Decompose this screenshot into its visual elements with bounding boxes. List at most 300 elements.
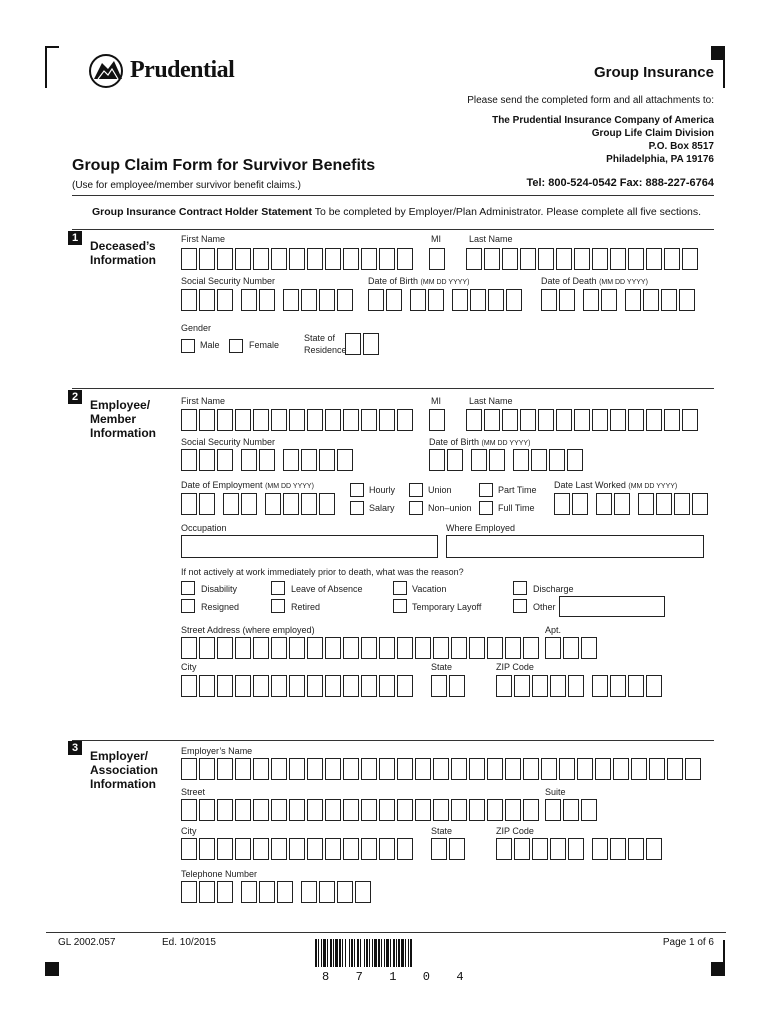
s2-last-worked-field[interactable]: [554, 493, 710, 515]
char-box[interactable]: [484, 248, 500, 270]
s2-occupation-field[interactable]: [181, 535, 438, 558]
char-box[interactable]: [259, 449, 275, 471]
char-box[interactable]: [628, 838, 644, 860]
char-box[interactable]: [505, 637, 521, 659]
s1-state-field[interactable]: [345, 333, 381, 355]
char-box[interactable]: [532, 675, 548, 697]
char-box[interactable]: [223, 493, 239, 515]
char-box[interactable]: [397, 248, 413, 270]
s3-suite-field[interactable]: [545, 799, 599, 821]
s1-last-name-field[interactable]: [466, 248, 700, 270]
char-box[interactable]: [343, 675, 359, 697]
char-box[interactable]: [433, 637, 449, 659]
char-box[interactable]: [325, 409, 341, 431]
char-box[interactable]: [181, 637, 197, 659]
char-box[interactable]: [397, 799, 413, 821]
char-box[interactable]: [199, 493, 215, 515]
char-box[interactable]: [301, 493, 317, 515]
char-box[interactable]: [692, 493, 708, 515]
s2-salary-checkbox[interactable]: [350, 501, 364, 515]
char-box[interactable]: [217, 799, 233, 821]
char-box[interactable]: [271, 248, 287, 270]
char-box[interactable]: [345, 333, 361, 355]
char-box[interactable]: [610, 838, 626, 860]
char-box[interactable]: [559, 758, 575, 780]
char-box[interactable]: [325, 675, 341, 697]
char-box[interactable]: [538, 409, 554, 431]
char-box[interactable]: [520, 248, 536, 270]
char-box[interactable]: [631, 758, 647, 780]
char-box[interactable]: [415, 637, 431, 659]
char-box[interactable]: [649, 758, 665, 780]
char-box[interactable]: [556, 409, 572, 431]
char-box[interactable]: [181, 675, 197, 697]
char-box[interactable]: [397, 838, 413, 860]
char-box[interactable]: [397, 637, 413, 659]
char-box[interactable]: [319, 449, 335, 471]
char-box[interactable]: [646, 675, 662, 697]
char-box[interactable]: [217, 838, 233, 860]
char-box[interactable]: [563, 799, 579, 821]
char-box[interactable]: [361, 799, 377, 821]
char-box[interactable]: [199, 799, 215, 821]
char-box[interactable]: [235, 409, 251, 431]
char-box[interactable]: [271, 758, 287, 780]
char-box[interactable]: [433, 758, 449, 780]
char-box[interactable]: [563, 637, 579, 659]
char-box[interactable]: [181, 758, 197, 780]
char-box[interactable]: [433, 799, 449, 821]
char-box[interactable]: [235, 758, 251, 780]
char-box[interactable]: [554, 493, 570, 515]
char-box[interactable]: [549, 449, 565, 471]
char-box[interactable]: [397, 758, 413, 780]
char-box[interactable]: [397, 409, 413, 431]
char-box[interactable]: [545, 637, 561, 659]
char-box[interactable]: [379, 758, 395, 780]
char-box[interactable]: [496, 675, 512, 697]
char-box[interactable]: [487, 799, 503, 821]
char-box[interactable]: [361, 637, 377, 659]
char-box[interactable]: [241, 881, 257, 903]
char-box[interactable]: [484, 409, 500, 431]
s2-vacation-checkbox[interactable]: [393, 581, 407, 595]
s3-state-field[interactable]: [431, 838, 467, 860]
char-box[interactable]: [259, 289, 275, 311]
char-box[interactable]: [199, 409, 215, 431]
char-box[interactable]: [361, 409, 377, 431]
char-box[interactable]: [289, 838, 305, 860]
char-box[interactable]: [451, 758, 467, 780]
s2-where-employed-field[interactable]: [446, 535, 704, 558]
char-box[interactable]: [235, 637, 251, 659]
char-box[interactable]: [289, 675, 305, 697]
char-box[interactable]: [199, 675, 215, 697]
char-box[interactable]: [532, 838, 548, 860]
char-box[interactable]: [431, 838, 447, 860]
char-box[interactable]: [325, 799, 341, 821]
s1-ssn-field[interactable]: [181, 289, 355, 311]
char-box[interactable]: [217, 409, 233, 431]
char-box[interactable]: [656, 493, 672, 515]
s1-dob-field[interactable]: [368, 289, 524, 311]
char-box[interactable]: [217, 881, 233, 903]
char-box[interactable]: [343, 409, 359, 431]
char-box[interactable]: [343, 758, 359, 780]
char-box[interactable]: [271, 637, 287, 659]
char-box[interactable]: [471, 449, 487, 471]
char-box[interactable]: [271, 799, 287, 821]
char-box[interactable]: [466, 409, 482, 431]
char-box[interactable]: [429, 409, 445, 431]
s2-zip-field[interactable]: [496, 675, 664, 697]
char-box[interactable]: [674, 493, 690, 515]
s2-apt-field[interactable]: [545, 637, 599, 659]
char-box[interactable]: [301, 289, 317, 311]
char-box[interactable]: [325, 838, 341, 860]
char-box[interactable]: [550, 675, 566, 697]
char-box[interactable]: [572, 493, 588, 515]
char-box[interactable]: [610, 409, 626, 431]
char-box[interactable]: [253, 799, 269, 821]
char-box[interactable]: [628, 248, 644, 270]
logo: [88, 53, 248, 89]
s3-employer-name-field[interactable]: [181, 758, 703, 780]
char-box[interactable]: [343, 838, 359, 860]
char-box[interactable]: [253, 409, 269, 431]
char-box[interactable]: [181, 799, 197, 821]
char-box[interactable]: [679, 289, 695, 311]
char-box[interactable]: [361, 248, 377, 270]
s2-hourly-checkbox[interactable]: [350, 483, 364, 497]
char-box[interactable]: [325, 248, 341, 270]
char-box[interactable]: [513, 449, 529, 471]
s1-female-checkbox[interactable]: [229, 339, 243, 353]
char-box[interactable]: [307, 675, 323, 697]
s2-street-field[interactable]: [181, 637, 541, 659]
char-box[interactable]: [289, 758, 305, 780]
char-box[interactable]: [325, 758, 341, 780]
char-box[interactable]: [489, 449, 505, 471]
char-box[interactable]: [181, 449, 197, 471]
char-box[interactable]: [253, 838, 269, 860]
char-box[interactable]: [592, 675, 608, 697]
char-box[interactable]: [199, 248, 215, 270]
section3-divider: [72, 740, 714, 741]
char-box[interactable]: [502, 248, 518, 270]
char-box[interactable]: [379, 409, 395, 431]
char-box[interactable]: [253, 637, 269, 659]
char-box[interactable]: [568, 675, 584, 697]
char-box[interactable]: [538, 248, 554, 270]
char-box[interactable]: [235, 248, 251, 270]
char-box[interactable]: [431, 675, 447, 697]
char-box[interactable]: [253, 758, 269, 780]
char-box[interactable]: [319, 493, 335, 515]
char-box[interactable]: [307, 758, 323, 780]
char-box[interactable]: [415, 799, 431, 821]
char-box[interactable]: [466, 248, 482, 270]
s3-phone-field[interactable]: [181, 881, 373, 903]
char-box[interactable]: [451, 799, 467, 821]
char-box[interactable]: [556, 248, 572, 270]
char-box[interactable]: [289, 248, 305, 270]
s2-doe-field[interactable]: [181, 493, 337, 515]
char-box[interactable]: [199, 449, 215, 471]
char-box[interactable]: [289, 409, 305, 431]
char-box[interactable]: [614, 493, 630, 515]
char-box[interactable]: [181, 838, 197, 860]
char-box[interactable]: [307, 838, 323, 860]
char-box[interactable]: [368, 289, 384, 311]
char-box[interactable]: [337, 289, 353, 311]
char-box[interactable]: [283, 493, 299, 515]
char-box[interactable]: [646, 248, 662, 270]
char-box[interactable]: [601, 289, 617, 311]
s2-first-name-field[interactable]: [181, 409, 415, 431]
barcode-bar: [381, 939, 382, 967]
char-box[interactable]: [343, 637, 359, 659]
char-box[interactable]: [361, 675, 377, 697]
char-box[interactable]: [289, 637, 305, 659]
char-box[interactable]: [577, 758, 593, 780]
char-box[interactable]: [217, 248, 233, 270]
char-box[interactable]: [217, 758, 233, 780]
char-box[interactable]: [646, 409, 662, 431]
char-box[interactable]: [277, 881, 293, 903]
char-box[interactable]: [523, 758, 539, 780]
char-box[interactable]: [217, 449, 233, 471]
char-box[interactable]: [283, 289, 299, 311]
s2-other-checkbox[interactable]: [513, 599, 527, 613]
char-box[interactable]: [428, 289, 444, 311]
char-box[interactable]: [307, 409, 323, 431]
char-box[interactable]: [363, 333, 379, 355]
s3-street-field[interactable]: [181, 799, 541, 821]
char-box[interactable]: [469, 799, 485, 821]
crop-mark-bl: [45, 962, 59, 976]
char-box[interactable]: [301, 881, 317, 903]
char-box[interactable]: [545, 799, 561, 821]
char-box[interactable]: [613, 758, 629, 780]
s2-ssn-field[interactable]: [181, 449, 355, 471]
char-box[interactable]: [319, 881, 335, 903]
char-box[interactable]: [610, 675, 626, 697]
s2-part-time-checkbox[interactable]: [479, 483, 493, 497]
char-box[interactable]: [241, 493, 257, 515]
char-box[interactable]: [568, 838, 584, 860]
char-box[interactable]: [259, 881, 275, 903]
char-box[interactable]: [514, 675, 530, 697]
s2-last-name-field[interactable]: [466, 409, 700, 431]
char-box[interactable]: [379, 637, 395, 659]
char-box[interactable]: [181, 493, 197, 515]
char-box[interactable]: [583, 289, 599, 311]
char-box[interactable]: [559, 289, 575, 311]
char-box[interactable]: [199, 758, 215, 780]
char-box[interactable]: [271, 409, 287, 431]
char-box[interactable]: [379, 838, 395, 860]
char-box[interactable]: [610, 248, 626, 270]
char-box[interactable]: [241, 449, 257, 471]
char-box[interactable]: [379, 675, 395, 697]
char-box[interactable]: [181, 289, 197, 311]
char-box[interactable]: [581, 637, 597, 659]
s2-temp-layoff-label: Temporary Layoff: [412, 602, 482, 612]
char-box[interactable]: [397, 675, 413, 697]
char-box[interactable]: [625, 289, 641, 311]
char-box[interactable]: [541, 289, 557, 311]
char-box[interactable]: [682, 248, 698, 270]
char-box[interactable]: [567, 449, 583, 471]
char-box[interactable]: [181, 248, 197, 270]
s2-temp-layoff-checkbox[interactable]: [393, 599, 407, 613]
char-box[interactable]: [592, 409, 608, 431]
char-box[interactable]: [271, 675, 287, 697]
char-box[interactable]: [449, 675, 465, 697]
s1-dod-field[interactable]: [541, 289, 697, 311]
char-box[interactable]: [469, 758, 485, 780]
char-box[interactable]: [361, 758, 377, 780]
char-box[interactable]: [514, 838, 530, 860]
s3-street-label: Street: [181, 787, 206, 797]
char-box[interactable]: [685, 758, 701, 780]
char-box[interactable]: [343, 248, 359, 270]
char-box[interactable]: [235, 838, 251, 860]
char-box[interactable]: [343, 799, 359, 821]
s1-mi-field[interactable]: [429, 248, 447, 270]
char-box[interactable]: [502, 409, 518, 431]
char-box[interactable]: [379, 248, 395, 270]
char-box[interactable]: [325, 637, 341, 659]
char-box[interactable]: [667, 758, 683, 780]
char-box[interactable]: [235, 675, 251, 697]
s2-resigned-checkbox[interactable]: [181, 599, 195, 613]
char-box[interactable]: [283, 449, 299, 471]
char-box[interactable]: [449, 838, 465, 860]
char-box[interactable]: [253, 675, 269, 697]
char-box[interactable]: [217, 675, 233, 697]
char-box[interactable]: [531, 449, 547, 471]
char-box[interactable]: [355, 881, 371, 903]
s1-first-name-field[interactable]: [181, 248, 415, 270]
char-box[interactable]: [307, 799, 323, 821]
char-box[interactable]: [628, 409, 644, 431]
s2-disability-checkbox[interactable]: [181, 581, 195, 595]
char-box[interactable]: [682, 409, 698, 431]
s2-city-field[interactable]: [181, 675, 415, 697]
char-box[interactable]: [429, 248, 445, 270]
char-box[interactable]: [429, 449, 445, 471]
char-box[interactable]: [643, 289, 659, 311]
char-box[interactable]: [181, 881, 197, 903]
s2-state-field[interactable]: [431, 675, 467, 697]
char-box[interactable]: [661, 289, 677, 311]
char-box[interactable]: [574, 248, 590, 270]
s3-zip-field[interactable]: [496, 838, 664, 860]
char-box[interactable]: [664, 409, 680, 431]
char-box[interactable]: [447, 449, 463, 471]
char-box[interactable]: [217, 289, 233, 311]
char-box[interactable]: [181, 409, 197, 431]
char-box[interactable]: [470, 289, 486, 311]
crop-mark-tl-h: [45, 46, 59, 48]
char-box[interactable]: [307, 248, 323, 270]
char-box[interactable]: [289, 799, 305, 821]
char-box[interactable]: [301, 449, 317, 471]
char-box[interactable]: [199, 289, 215, 311]
char-box[interactable]: [337, 881, 353, 903]
s2-dob-field[interactable]: [429, 449, 585, 471]
s2-discharge-checkbox[interactable]: [513, 581, 527, 595]
char-box[interactable]: [505, 758, 521, 780]
char-box[interactable]: [664, 248, 680, 270]
char-box[interactable]: [487, 637, 503, 659]
footer-divider: [46, 932, 726, 933]
char-box[interactable]: [361, 838, 377, 860]
char-box[interactable]: [337, 449, 353, 471]
s1-male-checkbox[interactable]: [181, 339, 195, 353]
char-box[interactable]: [595, 758, 611, 780]
char-box[interactable]: [496, 838, 512, 860]
char-box[interactable]: [487, 758, 503, 780]
char-box[interactable]: [271, 838, 287, 860]
char-box[interactable]: [574, 409, 590, 431]
s3-city-field[interactable]: [181, 838, 415, 860]
char-box[interactable]: [415, 758, 431, 780]
char-box[interactable]: [523, 637, 539, 659]
char-box[interactable]: [541, 758, 557, 780]
s2-mi-field[interactable]: [429, 409, 447, 431]
char-box[interactable]: [253, 248, 269, 270]
char-box[interactable]: [235, 799, 251, 821]
char-box[interactable]: [410, 289, 426, 311]
s2-retired-checkbox[interactable]: [271, 599, 285, 613]
char-box[interactable]: [596, 493, 612, 515]
char-box[interactable]: [199, 881, 215, 903]
char-box[interactable]: [488, 289, 504, 311]
char-box[interactable]: [628, 675, 644, 697]
char-box[interactable]: [646, 838, 662, 860]
char-box[interactable]: [379, 799, 395, 821]
char-box[interactable]: [550, 838, 566, 860]
char-box[interactable]: [265, 493, 281, 515]
char-box[interactable]: [523, 799, 539, 821]
s2-nonunion-checkbox[interactable]: [409, 501, 423, 515]
char-box[interactable]: [452, 289, 468, 311]
char-box[interactable]: [469, 637, 485, 659]
s2-leave-checkbox[interactable]: [271, 581, 285, 595]
char-box[interactable]: [451, 637, 467, 659]
char-box[interactable]: [520, 409, 536, 431]
char-box[interactable]: [506, 289, 522, 311]
s2-other-field[interactable]: [559, 596, 665, 617]
char-box[interactable]: [199, 637, 215, 659]
char-box[interactable]: [505, 799, 521, 821]
char-box[interactable]: [199, 838, 215, 860]
s2-full-time-checkbox[interactable]: [479, 501, 493, 515]
char-box[interactable]: [592, 838, 608, 860]
s2-union-checkbox[interactable]: [409, 483, 423, 497]
char-box[interactable]: [386, 289, 402, 311]
char-box[interactable]: [592, 248, 608, 270]
char-box[interactable]: [217, 637, 233, 659]
char-box[interactable]: [307, 637, 323, 659]
char-box[interactable]: [638, 493, 654, 515]
char-box[interactable]: [319, 289, 335, 311]
char-box[interactable]: [581, 799, 597, 821]
char-box[interactable]: [241, 289, 257, 311]
